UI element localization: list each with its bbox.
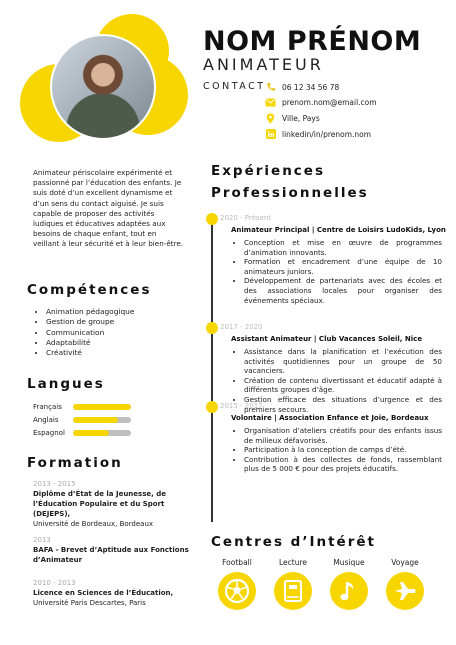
education-title: Licence en Sciences de l’Éducation, — [33, 589, 174, 597]
email-text[interactable]: prenom.nom@email.com — [282, 97, 377, 107]
contact-location — [265, 111, 415, 125]
language-row — [33, 415, 143, 425]
language-row — [33, 402, 143, 412]
interest-label: Football — [222, 558, 252, 567]
contact-email — [265, 95, 415, 109]
experience-tasks — [230, 238, 442, 305]
interest-label: Voyage — [391, 558, 419, 567]
phone-text: 06 12 34 56 78 — [282, 82, 340, 92]
experience-heading-line1: Expériences — [211, 163, 325, 179]
experience-role: Volontaire | Association Enfance et Joie, Bordeaux — [231, 414, 429, 422]
education-title: Diplôme d’État de la Jeunesse, de l’Éducation Populaire et du Sport (DEJEPS), — [33, 490, 166, 518]
experience-heading-line2: Professionnelles — [211, 185, 369, 201]
education-school: Université Paris Descartes, Paris — [33, 599, 146, 607]
book-icon — [274, 572, 312, 610]
interest-music — [324, 558, 374, 610]
airplane-icon — [386, 572, 424, 610]
interest-football — [212, 558, 262, 610]
education-school: Université de Bordeaux, Bordeaux — [33, 520, 154, 528]
experience-years: 2020 - Présent — [220, 214, 272, 222]
phone-icon — [265, 82, 276, 93]
timeline-dot — [206, 322, 218, 334]
linkedin-text[interactable]: linkedin/in/prenom.nom — [282, 129, 372, 139]
language-level-fill — [73, 404, 131, 410]
experience-task: • Contribution à des collectes de fonds, rassemblant plus de 5 000 € pour des projets éducatifs. — [244, 455, 442, 474]
contact-heading: CONTACT — [203, 81, 266, 92]
linkedin-icon — [265, 129, 276, 140]
contact-linkedin — [265, 127, 415, 141]
experience-task: • Création de contenu divertissant et éducatif adapté à différents groupes d’âge. — [244, 376, 442, 395]
language-level-bar — [73, 430, 131, 436]
timeline-line — [211, 216, 213, 522]
interest-label: Musique — [333, 558, 365, 567]
experience-task: • Organisation d’ateliers créatifs pour des enfants issus de milieux défavorisés. — [244, 426, 442, 445]
experience-task: • Développement de partenariats avec des écoles et des associations locales pour organiser des événements spéciaux. — [244, 276, 442, 305]
education-heading: Formation — [27, 455, 123, 471]
profile-summary: Animateur périscolaire expérimenté et passionné par l’éducation des enfants. Je suis doté d’un excellent dynamisme et d’un sens du contact aiguisé. Je suis capable de proposer des activités ludiques et éducatives adaptées aux besoins de chaque enfant, tout en veillant à leur sécurité et à leur bien-être. — [33, 168, 184, 249]
job-title: ANIMATEUR — [203, 55, 324, 74]
contact-phone — [265, 80, 415, 94]
skill-item: • Créativité — [46, 348, 134, 358]
education-item — [33, 479, 201, 529]
education-item — [33, 535, 201, 565]
interest-travel — [380, 558, 430, 610]
skill-item: • Gestion de groupe — [46, 317, 134, 327]
language-level-fill — [73, 430, 109, 436]
experience-task: • Participation à la conception de camps d’été. — [244, 445, 442, 455]
experience-tasks — [230, 426, 442, 474]
skill-item: • Adaptabilité — [46, 338, 134, 348]
language-level-bar — [73, 417, 131, 423]
profile-photo — [50, 34, 156, 140]
music-note-icon — [330, 572, 368, 610]
experience-years: 2017 - 2020 — [220, 323, 263, 331]
education-title: BAFA - Brevet d’Aptitude aux Fonctions d’Animateur — [33, 546, 189, 564]
interest-reading — [268, 558, 318, 610]
language-name: Français — [33, 403, 62, 411]
language-name: Anglais — [33, 416, 59, 424]
location-text: Ville, Pays — [282, 113, 320, 123]
email-icon — [265, 97, 276, 108]
person-name: NOM PRÉNOM — [203, 26, 422, 57]
interests-heading: Centres d’Intérêt — [211, 534, 376, 550]
language-row — [33, 428, 143, 438]
skill-item: • Communication — [46, 328, 134, 338]
interest-label: Lecture — [278, 558, 307, 567]
location-icon — [265, 113, 276, 124]
language-level-bar — [73, 404, 131, 410]
education-item — [33, 578, 201, 608]
skills-heading: Compétences — [27, 282, 152, 298]
language-name: Espagnol — [33, 429, 65, 437]
education-years: 2013 — [33, 536, 51, 544]
experience-role: Animateur Principal | Centre de Loisirs LudoKids, Lyon — [231, 226, 446, 234]
language-level-fill — [73, 417, 118, 423]
experience-task: • Conception et mise en œuvre de programmes d’animation innovants. — [244, 238, 442, 257]
experience-years: 2015 - 2017 — [220, 402, 263, 410]
experience-task: • Assistance dans la planification et l’exécution des activités quotidiennes pour un groupe de 50 vacanciers. — [244, 347, 442, 376]
experience-role: Assistant Animateur | Club Vacances Soleil, Nice — [231, 335, 423, 343]
football-icon — [218, 572, 256, 610]
experience-task: • Gestion efficace des situations d’urgence et des premiers secours. — [244, 395, 442, 414]
skills-list — [34, 307, 134, 358]
experience-task: • Formation et encadrement d’une équipe de 10 animateurs juniors. — [244, 257, 442, 276]
timeline-dot — [206, 401, 218, 413]
languages-heading: Langues — [27, 376, 105, 392]
skill-item: • Animation pédagogique — [46, 307, 134, 317]
timeline-dot — [206, 213, 218, 225]
education-years: 2013 - 2015 — [33, 480, 76, 488]
education-years: 2010 - 2013 — [33, 579, 76, 587]
